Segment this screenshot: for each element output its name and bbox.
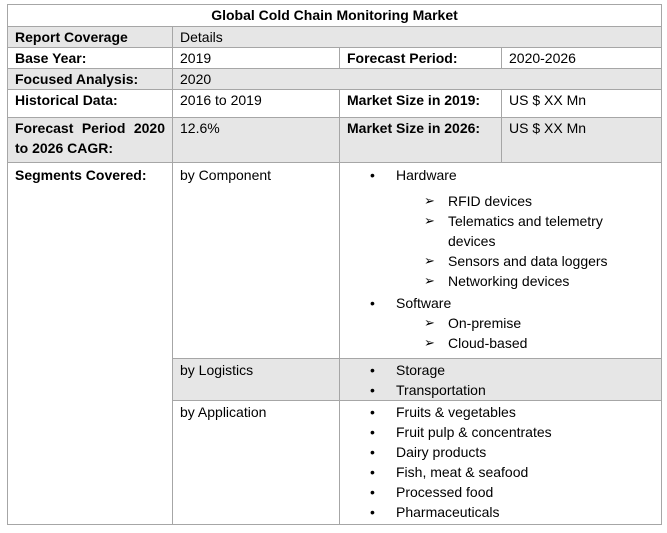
cagr-value: 12.6% [173,118,340,163]
arrow-bullet-icon: ➢ [424,253,435,268]
list-item: ➢ Cloud-based [424,335,528,351]
historical-data-label: Historical Data: [8,90,173,118]
cagr-label-line2: to 2026 CAGR: [15,140,114,156]
bullet-icon: • [370,424,375,440]
application-list [370,402,654,522]
list-item: • Fruit pulp & concentrates [370,424,552,440]
list-item: ➢ RFID devices [424,193,533,209]
historical-data-value: 2016 to 2019 [173,90,340,118]
forecast-period-label: Forecast Period: [340,48,502,69]
details-label: Details [173,27,662,48]
arrow-bullet-icon: ➢ [424,213,435,228]
report-table [7,4,662,525]
focused-analysis-value: 2020 [173,69,662,90]
logistics-list-cell [340,359,662,401]
list-item: • Pharmaceuticals [370,504,500,520]
list-item: ➢ Networking devices [424,273,570,289]
list-item: • Dairy products [370,444,487,460]
list-item: • Fish, meat & seafood [370,464,529,480]
bullet-icon: • [370,404,375,420]
focused-analysis-label: Focused Analysis: [8,69,173,90]
bullet-icon: • [370,362,375,378]
list-item: ➢ On-premise [424,315,522,331]
market-size-2019-label: Market Size in 2019: [340,90,502,118]
segments-covered-label: Segments Covered: [8,163,173,525]
market-size-2026-label: Market Size in 2026: [340,118,502,163]
market-size-2019-value: US $ XX Mn [502,90,662,118]
bullet-icon: • [370,504,375,520]
forecast-period-value: 2020-2026 [502,48,662,69]
table-title: Global Cold Chain Monitoring Market [8,5,662,27]
list-item: ➢ Sensors and data loggers [424,253,608,269]
base-year-label: Base Year: [8,48,173,69]
base-year-value: 2019 [173,48,340,69]
cagr-label [8,118,173,163]
by-logistics-label: by Logistics [173,359,340,401]
market-size-2026-value: US $ XX Mn [502,118,662,163]
application-list-cell [340,401,662,525]
list-item: • Hardware ➢ RFID devices ➢ Telematics and telemetry devices ➢ Sensors and data loggers ➢ Networking devices [370,165,654,291]
by-application-label: by Application [173,401,340,525]
list-item: ➢ Telematics and telemetry devices [424,213,603,249]
list-item: • Transportation [370,382,486,398]
logistics-list [370,360,654,400]
by-component-label: by Component [173,163,340,359]
cagr-label-line1: Forecast Period 2020 [15,120,165,136]
report-coverage-label: Report Coverage [8,27,173,48]
list-item: • Storage [370,362,446,378]
bullet-icon: • [370,484,375,500]
software-sublist [396,313,654,353]
component-list [370,165,654,353]
bullet-icon: • [370,382,375,398]
bullet-icon: • [370,167,375,183]
list-item: • Software ➢ On-premise ➢ Cloud-based [370,293,654,353]
hardware-sublist [396,191,654,291]
bullet-icon: • [370,444,375,460]
component-list-cell [340,163,662,359]
arrow-bullet-icon: ➢ [424,335,435,350]
list-item: • Processed food [370,484,494,500]
bullet-icon: • [370,464,375,480]
list-item: • Fruits & vegetables [370,404,516,420]
arrow-bullet-icon: ➢ [424,193,435,208]
arrow-bullet-icon: ➢ [424,315,435,330]
arrow-bullet-icon: ➢ [424,273,435,288]
bullet-icon: • [370,295,375,311]
